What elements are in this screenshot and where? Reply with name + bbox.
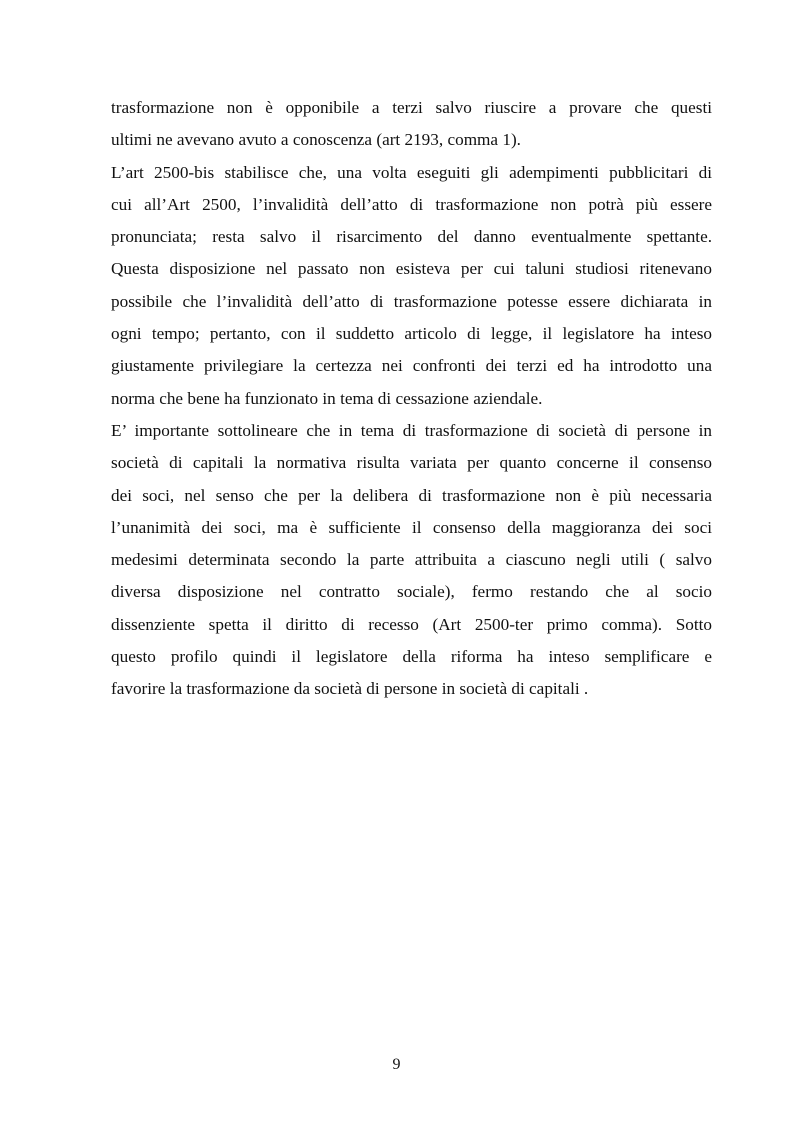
text-line: ogni tempo; pertanto, con il suddetto articolo di legge, il legislatore ha inteso (111, 324, 712, 344)
text-line: diversa disposizione nel contratto sociale), fermo restando che al socio (111, 582, 712, 602)
text-line: giustamente privilegiare la certezza nei confronti dei terzi ed ha introdotto una (111, 356, 712, 376)
text-line: questo profilo quindi il legislatore della riforma ha inteso semplificare e (111, 647, 712, 667)
text-line: favorire la trasformazione da società di persone in società di capitali . (111, 679, 589, 699)
text-line: possibile che l’invalidità dell’atto di trasformazione potesse essere dichiarata in (111, 291, 712, 311)
text-line: l’unanimità dei soci, ma è sufficiente il consenso della maggioranza dei soci (111, 517, 712, 537)
text-line: pronunciata; resta salvo il risarcimento del danno eventualmente spettante. (111, 227, 712, 247)
text-line: norma che bene ha funzionato in tema di cessazione aziendale. (111, 388, 543, 408)
text-line: Questa disposizione nel passato non esisteva per cui taluni studiosi ritenevano (111, 259, 712, 279)
text-line: trasformazione non è opponibile a terzi salvo riuscire a provare che questi (111, 98, 712, 117)
text-line: dei soci, nel senso che per la delibera di trasformazione non è più necessaria (111, 485, 712, 505)
text-line: L’art 2500-bis stabilisce che, una volta eseguiti gli adempimenti pubblicitari di (111, 162, 712, 182)
text-line: società di capitali la normativa risulta variata per quanto concerne il consenso (111, 453, 712, 473)
text-line: ultimi ne avevano avuto a conoscenza (art 2193, comma 1). (111, 130, 521, 150)
text-line: medesimi determinata secondo la parte attribuita a ciascuno negli utili ( salvo (111, 550, 712, 570)
text-line: E’ importante sottolineare che in tema di trasformazione di società di persone in (111, 420, 712, 440)
body-text (111, 92, 712, 706)
page-number: 9 (392, 1056, 401, 1073)
text-line: cui all’Art 2500, l’invalidità dell’atto di trasformazione non potrà più essere (111, 194, 712, 214)
text-line: dissenziente spetta il diritto di recesso (Art 2500-ter primo comma). Sotto (111, 614, 712, 634)
